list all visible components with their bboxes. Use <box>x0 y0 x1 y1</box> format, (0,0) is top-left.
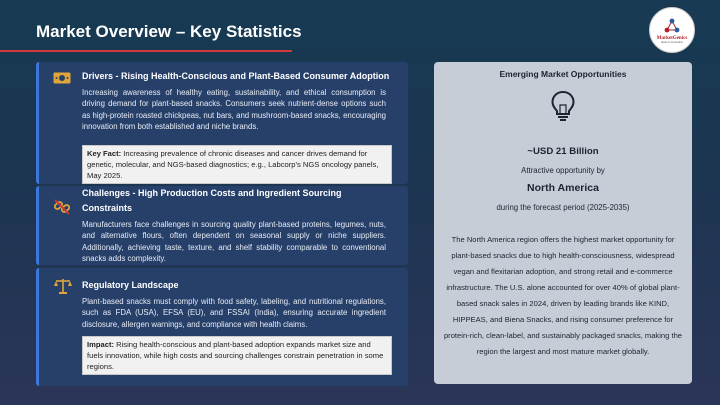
challenges-body: Manufacturers face challenges in sourcing quality plant-based proteins, legumes, nuts, and alternative flours, often dependent on seasonal supply or niche suppliers. Additionally, achieving taste, texture, and shelf stability comparable to conventional snacks adds complexity. <box>82 220 386 263</box>
drivers-title: Drivers - Rising Health-Conscious and Plant-Based Consumer Adoption <box>82 71 390 81</box>
broken-link-icon <box>53 198 71 216</box>
opportunity-amount: ~USD 21 Billion <box>527 146 599 157</box>
opportunity-attribution: Attractive opportunity by <box>521 166 605 175</box>
regulatory-card <box>36 268 408 386</box>
logo-tagline: Ideas to Innovation <box>661 40 683 44</box>
title-underline <box>0 50 292 52</box>
panel-title: Emerging Market Opportunities <box>499 69 627 79</box>
region-description: The North America region offers the highest market opportunity for plant-based snacks due to high health-consciousness, widespread vegan and flexitarian adoption, and strong retail and e-commerce infrastructure. The U.S. alone accounted for over 40% of global plant-based snack sales in 2024, driven by leading brands like KIND, HIPPEAS, and Biena Snacks, and rising consumer preference for protein-rich, clean-label, and sustainably packaged snacks, making the region the largest and most mature market globally. <box>443 235 683 356</box>
forecast-period: during the forecast period (2025-2035) <box>496 203 630 212</box>
regulatory-body: Plant-based snacks must comply with food safety, labeling, and nutritional regulations, such as FDA (USA), EFSA (EU), and FSSAI (India), ensuring accurate ingredient disclosure, allergen warnings, and compliance with health claims. <box>82 297 386 329</box>
impact-text: Rising health-conscious and plant-based adoption expands market size and fuels innovation, while high costs and sourcing challenges constrain penetration in some regions. <box>87 340 384 371</box>
impact-box <box>82 336 392 375</box>
company-logo <box>649 7 695 53</box>
key-fact-box <box>82 145 392 184</box>
impact-label: Impact: <box>87 340 115 349</box>
challenges-card <box>36 186 408 265</box>
money-icon <box>53 71 71 85</box>
logo-name: MarketGenics <box>656 35 688 41</box>
page-title: Market Overview – Key Statistics <box>36 22 302 41</box>
drivers-card <box>36 62 408 184</box>
opportunities-panel <box>434 62 692 384</box>
challenges-title: Challenges - High Production Costs and Ingredient Sourcing Constraints <box>82 188 342 213</box>
scales-icon <box>53 277 73 295</box>
opportunity-region: North America <box>527 182 599 194</box>
molecule-logo-icon <box>663 17 681 35</box>
drivers-body: Increasing awareness of healthy eating, sustainability, and ethical consumption is driving demand for plant-based snacks. Consumers seek nutrient-dense options such as high-protein roasted chickpeas, nut bars, and mushroom-based snacks, encouraging innovation from both established and niche brands. <box>82 88 386 131</box>
key-fact-text: Increasing prevalence of chronic diseases and cancer drives demand for genetic, molecular, and NGS-based diagnostics; e.g., Labcorp's NGS oncology panels, May 2025. <box>87 149 379 180</box>
lightbulb-icon <box>550 90 576 122</box>
key-fact-label: Key Fact: <box>87 149 122 158</box>
regulatory-title: Regulatory Landscape <box>82 280 179 290</box>
